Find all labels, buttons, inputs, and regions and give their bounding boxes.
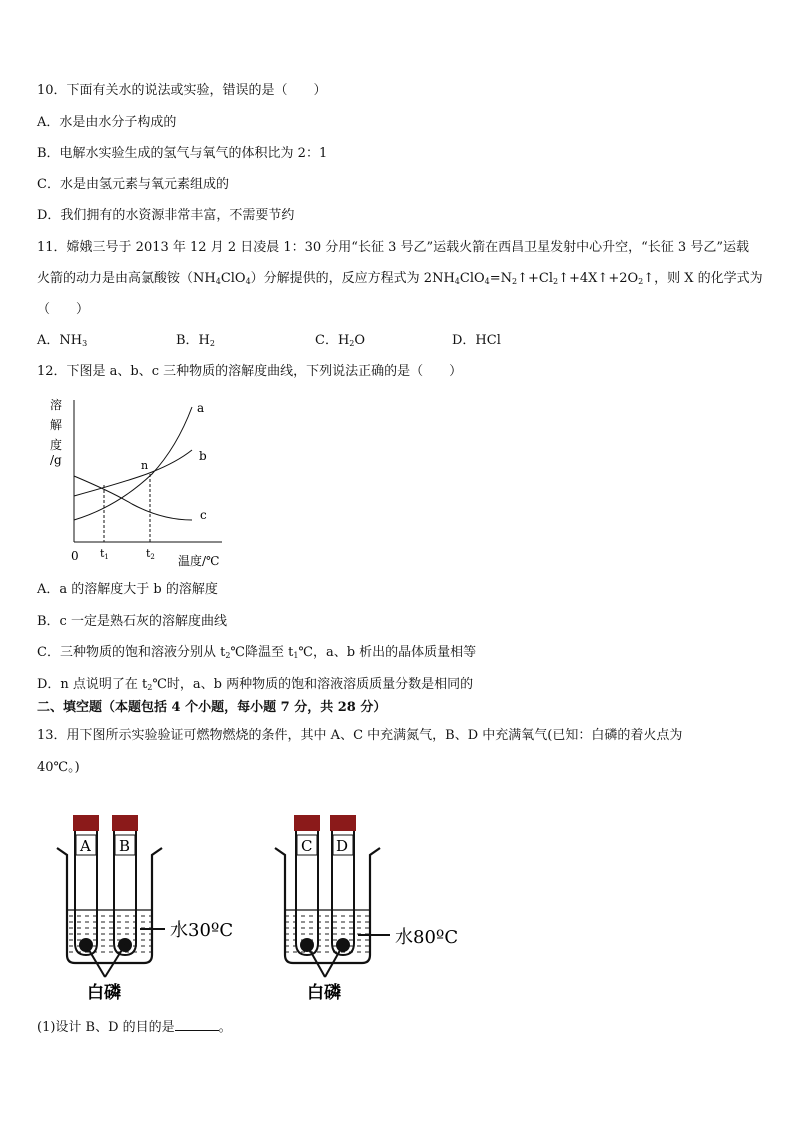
solubility-chart: [42, 392, 242, 577]
stopper-c: [294, 815, 320, 831]
stopper-d: [330, 815, 356, 831]
tube-b-label: B: [119, 837, 131, 855]
stopper-b: [112, 815, 138, 831]
water-left: [67, 910, 152, 955]
q12-option-a: A．a 的溶解度大于 b 的溶解度: [37, 582, 218, 597]
tube-a-label: A: [80, 837, 91, 855]
combustion-experiment-figure: [45, 805, 475, 1010]
q11-option-d: D．HCl: [452, 333, 501, 348]
point-n-label: n: [141, 459, 149, 472]
water-right-label: 水80ºC: [395, 927, 459, 948]
stopper-a: [73, 815, 99, 831]
q10-option-b: B．电解水实验生成的氢气与氧气的体积比为 2：1: [37, 146, 328, 161]
tube-c-label: C: [301, 837, 313, 855]
water-left-label: 水30ºC: [170, 920, 234, 941]
q10-option-c: C．水是由氢元素与氧元素组成的: [37, 177, 229, 192]
tube-d-label: D: [336, 837, 349, 855]
q11-stem-line3: （ ）: [37, 302, 90, 317]
curve-b-label: b: [199, 449, 207, 463]
answer-blank[interactable]: [175, 1018, 219, 1031]
q12-stem: 12．下图是 a、b、c 三种物质的溶解度曲线，下列说法正确的是（ ）: [37, 364, 463, 379]
curve-b: [74, 450, 192, 496]
q13-sub1: (1)设计 B、D 的目的是 。: [37, 1020, 232, 1035]
q12-option-d: D．n 点说明了在 $t_2℃$时，a、b 两种物质的饱和溶液溶质质量分数是相同的: [37, 677, 474, 692]
left-setup: [57, 815, 233, 1003]
t1-label: t1: [100, 547, 109, 561]
ylabel-char-4: /g: [50, 453, 62, 467]
right-setup: [275, 815, 458, 1003]
phosphorus-left-label: 白磷: [87, 983, 121, 1003]
q10-option-a: A．水是由水分子构成的: [37, 115, 177, 130]
q11-option-b: B．$H_2$: [176, 333, 215, 348]
q10-stem: 10．下面有关水的说法或实验，错误的是（ ）: [37, 83, 327, 98]
q13-stem-line1: 13．用下图所示实验验证可燃物燃烧的条件，其中 A、C 中充满氮气，B、D 中充满氧气(已知：白磷的着火点为: [37, 728, 683, 743]
t2-label: t2: [146, 547, 155, 561]
origin-label: 0: [71, 549, 79, 563]
q11-option-a: A．$NH_3$: [37, 333, 88, 348]
q10-option-d: D．我们拥有的水资源非常丰富，不需要节约: [37, 208, 295, 223]
q13-stem-line2: 40℃。): [37, 760, 80, 775]
q11-option-c: C．$H_2O$: [315, 333, 366, 348]
curve-c-label: c: [200, 508, 207, 522]
ylabel-char-3: 度: [50, 438, 63, 452]
q12-option-b: B．c 一定是熟石灰的溶解度曲线: [37, 614, 227, 629]
q12-option-c: C．三种物质的饱和溶液分别从 $t_2℃$降温至 $t_1℃$，a、b 析出的晶体质量相等: [37, 645, 477, 660]
ylabel-char-2: 解: [50, 418, 63, 432]
section-title: 二、填空题（本题包括 4 个小题，每小题 7 分，共 28 分）: [37, 700, 387, 715]
curve-a-label: a: [197, 401, 205, 415]
q11-stem-line1: 11．嫦娥三号于 2013 年 12 月 2 日凌晨 1：30 分用“长征 3 号乙”运载火箭在西昌卫星发射中心升空，“长征 3 号乙”运载: [37, 240, 749, 255]
phosphorus-right-label: 白磷: [307, 983, 341, 1003]
q11-stem-line2: 火箭的动力是由高氯酸铵$(NH_4ClO_4)$分解提供的，反应方程式为 $2NH_4ClO_4=N_2↑+Cl_2↑+4X↑+2O_2↑$，则 X 的化学式为: [37, 271, 763, 286]
ylabel-char-1: 溶: [50, 398, 63, 412]
q11-options: [37, 331, 737, 351]
curve-a: [74, 407, 192, 520]
xlabel: 温度/℃: [178, 554, 220, 568]
